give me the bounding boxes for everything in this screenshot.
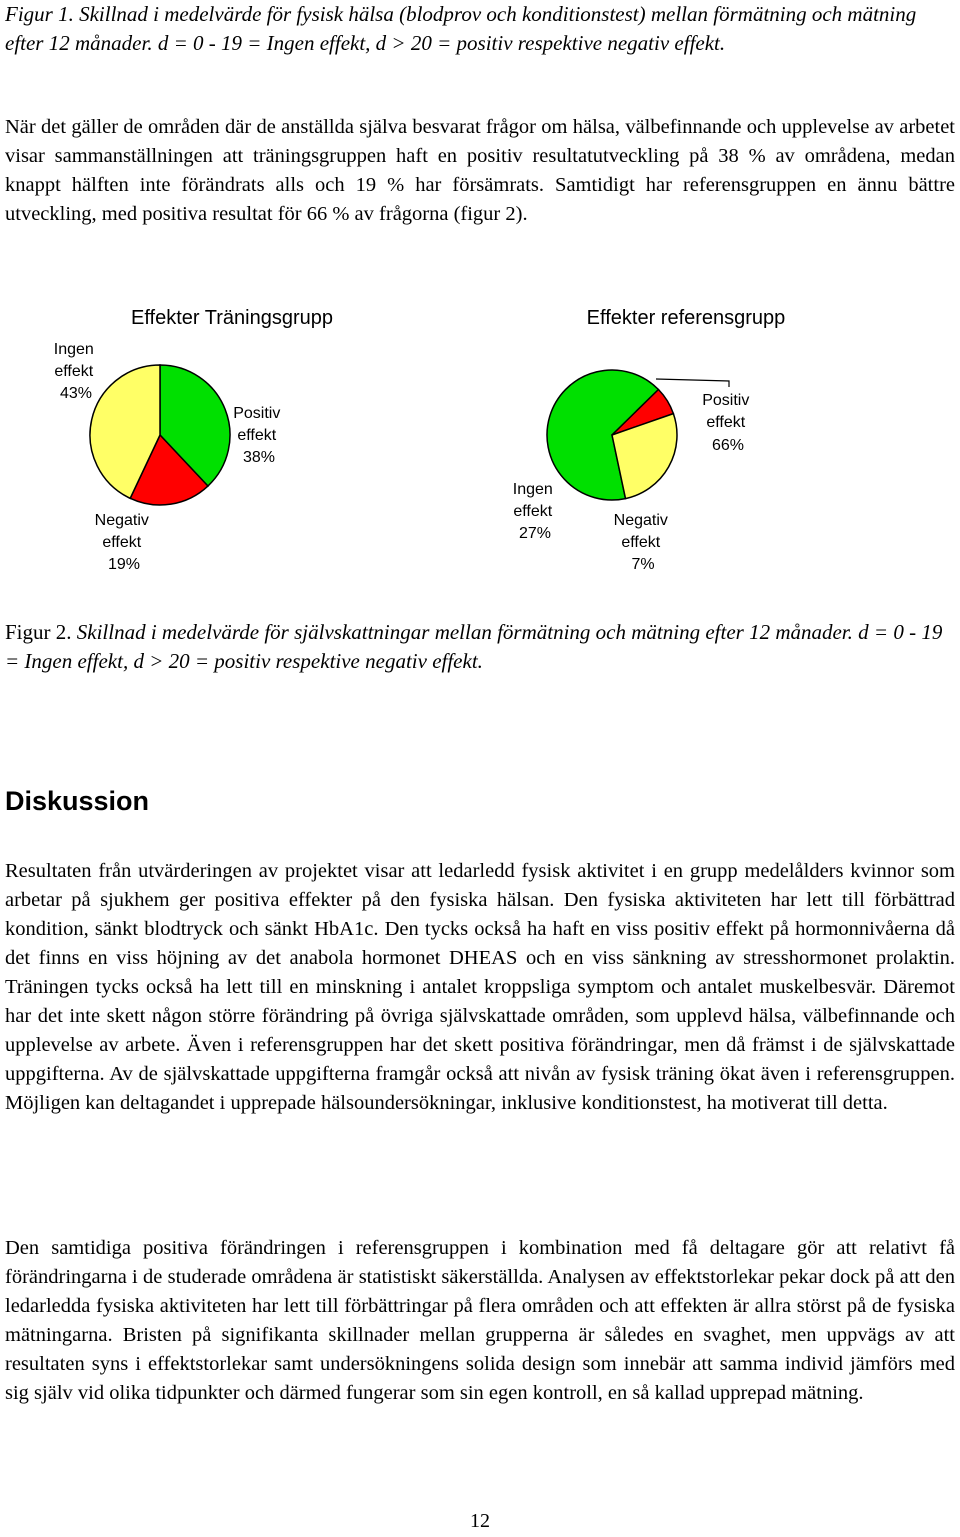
page-number: 12 — [470, 1510, 490, 1532]
section-heading: Diskussion — [5, 786, 150, 816]
pie-charts-svg — [0, 290, 960, 590]
chart-1-label-ingen: Ingen effekt 43% — [53, 341, 94, 402]
discussion-paragraph-1: Resultaten från utvärderingen av projektet visar att ledarledd fysisk aktivitet i en grupp medelålders kvinnor som arbetar på sjukhem ger positiva effekter på den fysiska hälsan. Den fysiska aktiviteten har lett till förbättrad kondition, sänkt blodtryck och sänkt HbA1c. Den tycks också ha haft en viss positiv effekt på hormonnivåerna då det finns en viss höjning av det anabola hormonet DHEAS och en viss sänkning av stresshormonet prolaktin. Träningen tycks också ha lett till en minskning i antalet kroppsliga symptom och antalet muskelbesvär. Däremot har det inte skett någon större förändring på övriga självskattade områden, som upplevd hälsa, välbefinnande och upplevelse av arbete. Även i referensgruppen har det skett positiva förändringar, men då främst i de självskattade uppgifterna. Av de självskattade uppgifterna framgår också att nivån av fysisk träning ökat även i referensgruppen. Möjligen kan deltagandet i upprepade hälsoundersökningar, inklusive konditionstest, ha motiverat till detta. — [5, 860, 955, 1114]
chart-2-label-positiv: Positiv effekt 66% — [702, 392, 750, 454]
chart-1-title: Effekter Träningsgrupp — [131, 307, 333, 329]
chart-1-label-negativ: Negativ effekt 19% — [94, 512, 149, 573]
chart-2-label-negativ: Negativ effekt 7% — [613, 512, 668, 573]
discussion-paragraph-2: Den samtidiga positiva förändringen i referensgruppen i kombination med få deltagare gör att relativt få förändringarna i de studerade områdena är statistiskt säkerställda. Analysen av effektstorlekar pekar dock på att den ledarledda fysiska aktiviteten har lett till förbättringar på flera områden och att effekten är allra störst på de fysiska mätningarna. Bristen på signifikanta skillnader mellan grupperna är således en svaghet, men uppvägs av att resultaten syns i effektstorlekar samt undersökningens solida design som innebär att samma individ jämförs med sig själv vid olika tidpunkter och därmed fungerar som sin egen kontroll, en så kallad upprepad mätning. — [5, 1237, 955, 1404]
chart-2-slices — [547, 370, 677, 500]
figure-1-text: Skillnad i medelvärde för fysisk hälsa (blodprov och konditionstest) mellan förmätning och mätning efter 12 månader. d = 0 - 19 = Ingen effekt, d > 20 = positiv respektive negativ effekt. — [5, 2, 917, 55]
chart-2-label-ingen: Ingen effekt 27% — [512, 481, 553, 542]
figure-2-label: Figur 2. — [5, 620, 72, 644]
chart-2-leader-line — [656, 379, 729, 387]
pie-charts — [0, 290, 960, 590]
figure-2-caption — [5, 618, 955, 676]
chart-1-label-positiv: Positiv effekt 38% — [233, 405, 281, 466]
figure-1-caption — [5, 0, 955, 58]
figure-2-text: Skillnad i medelvärde för självskattningar mellan förmätning och mätning efter 12 månader. d = 0 - 19 = Ingen effekt, d > 20 = positiv respektive negativ effekt. — [5, 620, 943, 673]
chart-2-title: Effekter referensgrupp — [586, 307, 786, 329]
chart-1-slices — [90, 365, 230, 505]
figure-1-label: Figur 1. — [5, 2, 74, 26]
results-paragraph: När det gäller de områden där de anställda själva besvarat frågor om hälsa, välbefinnande och upplevelse av arbetet visar sammanställningen att träningsgruppen haft en positiv resultatutveckling på 38 % av områdena, medan knappt hälften inte förändrats alls och 19 % har försämrats. Samtidigt har referensgruppen en ännu bättre utveckling, med positiva resultat för 66 % av frågorna (figur 2). — [5, 116, 955, 225]
